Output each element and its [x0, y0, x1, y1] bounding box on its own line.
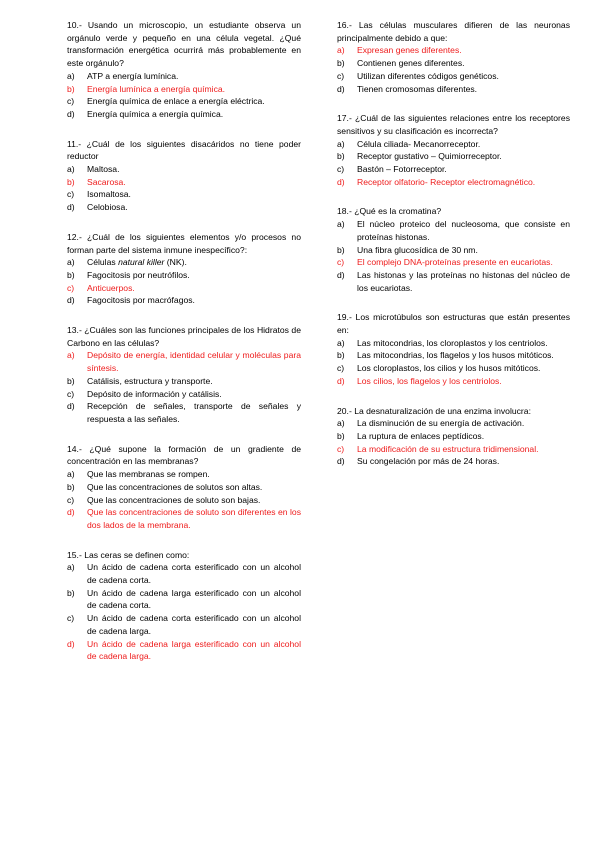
answer-option	[67, 188, 301, 201]
option-text: Las mitocondrias, los cloroplastos y los centriolos.	[357, 337, 548, 348]
option-letter: d)	[67, 638, 75, 649]
question-stem: 17.- ¿Cuál de las siguientes relaciones entre los receptores sensitivos y su clasificación es incorrecta?	[337, 113, 570, 136]
option-letter: a)	[67, 469, 75, 480]
question-stem: 18.- ¿Qué es la cromatina?	[337, 206, 442, 217]
answer-option	[67, 294, 301, 307]
option-letter: a)	[67, 164, 75, 175]
option-letter: c)	[337, 443, 345, 454]
right-column	[337, 19, 570, 485]
answer-option-correct	[337, 44, 570, 57]
option-letter: a)	[337, 418, 345, 429]
option-text: Células natural killer (NK).	[87, 257, 187, 268]
answer-option	[67, 269, 301, 282]
option-letter: d)	[337, 375, 345, 386]
answer-option	[67, 561, 301, 586]
answer-option	[337, 455, 570, 468]
question-stem: 20.- La desnaturalización de una enzima involucra:	[337, 405, 531, 416]
answer-option-correct	[337, 256, 570, 269]
answer-option-correct	[337, 176, 570, 189]
answer-option	[337, 138, 570, 151]
answer-option	[67, 400, 301, 425]
option-letter: a)	[67, 70, 75, 81]
question-block	[67, 138, 301, 214]
option-letter: c)	[337, 70, 345, 81]
option-letter: a)	[67, 257, 75, 268]
answer-option	[337, 269, 570, 294]
option-letter: b)	[67, 83, 75, 94]
option-text: Receptor olfatorio- Receptor electromagnético.	[357, 176, 536, 187]
option-text: Que las concentraciones de soluto son bajas.	[87, 494, 261, 505]
option-letter: c)	[67, 189, 75, 200]
option-text: Isomaltosa.	[87, 189, 131, 200]
option-text: Un ácido de cadena corta esterificado con un alcohol de cadena larga.	[87, 613, 301, 636]
answer-option-correct	[67, 176, 301, 189]
option-letter: d)	[67, 295, 75, 306]
answer-option	[337, 70, 570, 83]
option-letter: b)	[67, 176, 75, 187]
option-letter: a)	[67, 350, 75, 361]
answer-option	[67, 163, 301, 176]
answer-option	[337, 417, 570, 430]
option-text: Un ácido de cadena corta esterificado con un alcohol de cadena corta.	[87, 562, 301, 586]
option-text: El núcleo proteico del nucleosoma, que consiste en proteínas histonas.	[357, 219, 570, 242]
answer-option-correct	[67, 282, 301, 295]
option-text: Celobiosa.	[87, 202, 128, 213]
option-letter: b)	[67, 587, 75, 598]
answer-option-correct	[67, 83, 301, 96]
answer-option	[337, 349, 570, 362]
option-text: Recepción de señales, transporte de señales y respuesta a las señales.	[87, 401, 301, 424]
question-block	[337, 405, 570, 469]
option-letter: b)	[67, 269, 75, 280]
answer-option	[337, 57, 570, 70]
option-text: Tienen cromosomas diferentes.	[357, 83, 478, 94]
answer-option	[67, 388, 301, 401]
question-block	[337, 19, 570, 95]
question-block	[337, 112, 570, 188]
option-text: Una fibra glucosídica de 30 nm.	[357, 244, 478, 255]
answer-option	[337, 218, 570, 243]
question-block	[337, 311, 570, 387]
option-text: Los cloroplastos, los cilios y los husos mitóticos.	[357, 363, 541, 374]
question-stem: 13.- ¿Cuáles son las funciones principales de los Hidratos de Carbono en las células?	[67, 325, 301, 348]
question-block	[67, 324, 301, 426]
option-letter: c)	[337, 257, 345, 268]
option-letter: c)	[67, 494, 75, 505]
answer-option-correct	[67, 349, 301, 374]
answer-option	[67, 70, 301, 83]
option-text: La modificación de su estructura tridimensional.	[357, 443, 539, 454]
option-letter: d)	[67, 401, 75, 412]
question-stem: 19.- Los microtúbulos son estructuras que están presentes en:	[337, 312, 570, 336]
option-letter: d)	[337, 83, 345, 94]
option-letter: c)	[67, 613, 75, 624]
option-letter: d)	[67, 108, 75, 119]
option-letter: b)	[337, 430, 345, 441]
option-letter: d)	[67, 507, 75, 518]
answer-option	[67, 481, 301, 494]
option-text: Que las concentraciones de soluto son diferentes en los dos lados de la membrana.	[87, 507, 301, 530]
answer-option	[67, 95, 301, 108]
option-text: La ruptura de enlaces peptídicos.	[357, 430, 485, 441]
option-text: Depósito de información y catálisis.	[87, 388, 222, 399]
option-text: Expresan genes diferentes.	[357, 45, 462, 56]
option-text: Célula ciliada- Mecanorreceptor.	[357, 138, 481, 149]
question-block	[67, 19, 301, 121]
question-block	[67, 549, 301, 663]
option-letter: b)	[67, 481, 75, 492]
option-text: ATP a energía lumínica.	[87, 70, 179, 81]
option-text: Un ácido de cadena larga esterificado con un alcohol de cadena corta.	[87, 587, 301, 611]
option-text: Contienen genes diferentes.	[357, 58, 465, 69]
option-letter: b)	[337, 244, 345, 255]
answer-option-correct	[67, 506, 301, 531]
option-letter: b)	[337, 151, 345, 162]
option-letter: a)	[337, 337, 345, 348]
option-text: Catálisis, estructura y transporte.	[87, 375, 213, 386]
option-letter: a)	[67, 562, 75, 573]
answer-option-correct	[337, 443, 570, 456]
question-stem: 14.- ¿Qué supone la formación de un gradiente de concentración en las membranas?	[67, 443, 301, 467]
option-letter: d)	[67, 202, 75, 213]
option-text: Energía química de enlace a energía eléctrica.	[87, 96, 265, 107]
answer-option	[67, 375, 301, 388]
option-text: Su congelación por más de 24 horas.	[357, 456, 500, 467]
option-text: Las histonas y las proteínas no histonas del núcleo de los eucariotas.	[357, 269, 570, 293]
answer-option	[67, 108, 301, 121]
option-text: Sacarosa.	[87, 176, 126, 187]
answer-option	[337, 150, 570, 163]
option-text: Las mitocondrias, los flagelos y los husos mitóticos.	[357, 350, 554, 361]
answer-option	[337, 337, 570, 350]
option-letter: a)	[337, 219, 345, 230]
option-letter: d)	[337, 269, 345, 280]
option-letter: c)	[67, 388, 75, 399]
option-letter: c)	[67, 96, 75, 107]
option-text: Anticuerpos.	[87, 282, 135, 293]
option-letter: d)	[337, 176, 345, 187]
option-text: La disminución de su energía de activación.	[357, 418, 525, 429]
question-stem: 15.- Las ceras se definen como:	[67, 549, 190, 560]
question-block	[67, 443, 301, 532]
answer-option	[67, 468, 301, 481]
option-letter: c)	[337, 164, 345, 175]
option-letter: c)	[67, 282, 75, 293]
option-text: Que las membranas se rompen.	[87, 469, 210, 480]
option-letter: b)	[67, 375, 75, 386]
answer-option	[337, 163, 570, 176]
answer-option-correct	[337, 375, 570, 388]
option-text: Depósito de energía, identidad celular y moléculas para síntesis.	[87, 350, 301, 374]
question-stem: 10.- Usando un microscopio, un estudiante observa un orgánulo verde y pequeño en una célula vegetal. ¿Qué transformación energética ocurrirá más probablemente en este orgánulo?	[67, 20, 301, 69]
option-letter: a)	[337, 138, 345, 149]
question-stem: 11.- ¿Cuál de los siguientes disacáridos no tiene poder reductor	[67, 138, 301, 162]
option-letter: c)	[337, 363, 345, 374]
option-text: Fagocitosis por macrófagos.	[87, 295, 195, 306]
question-block	[67, 231, 301, 307]
option-text: Energía química a energía química.	[87, 108, 224, 119]
option-text: Que las concentraciones de solutos son altas.	[87, 481, 263, 492]
answer-option	[337, 83, 570, 96]
option-text: Energía lumínica a energía química.	[87, 83, 226, 94]
option-letter: a)	[337, 45, 345, 56]
left-column	[67, 19, 301, 680]
option-letter: b)	[337, 350, 345, 361]
answer-option	[337, 362, 570, 375]
answer-option-correct	[67, 638, 301, 663]
answer-option	[67, 494, 301, 507]
question-block	[337, 205, 570, 294]
answer-option	[67, 256, 301, 269]
question-stem: 16.- Las células musculares difieren de las neuronas principalmente debido a que:	[337, 20, 570, 43]
option-text: Los cilios, los flagelos y los centriolos.	[357, 375, 502, 386]
option-text: Fagocitosis por neutrófilos.	[87, 269, 190, 280]
answer-option	[337, 430, 570, 443]
answer-option	[67, 612, 301, 637]
option-text: El complejo DNA-proteínas presente en eucariotas.	[357, 257, 553, 268]
answer-option	[67, 201, 301, 214]
option-text: Utilizan diferentes códigos genéticos.	[357, 70, 499, 81]
option-text: Bastón – Fotorreceptor.	[357, 164, 447, 175]
answer-option	[337, 244, 570, 257]
option-text: Un ácido de cadena larga esterificado con un alcohol de cadena larga.	[87, 638, 301, 662]
option-text: Maltosa.	[87, 164, 120, 175]
option-letter: b)	[337, 58, 345, 69]
question-stem: 12.- ¿Cuál de los siguientes elementos y/o procesos no forman parte del sistema inmune inespecífico?:	[67, 231, 301, 255]
option-letter: d)	[337, 456, 345, 467]
answer-option	[67, 587, 301, 612]
option-text: Receptor gustativo – Quimiorreceptor.	[357, 151, 502, 162]
